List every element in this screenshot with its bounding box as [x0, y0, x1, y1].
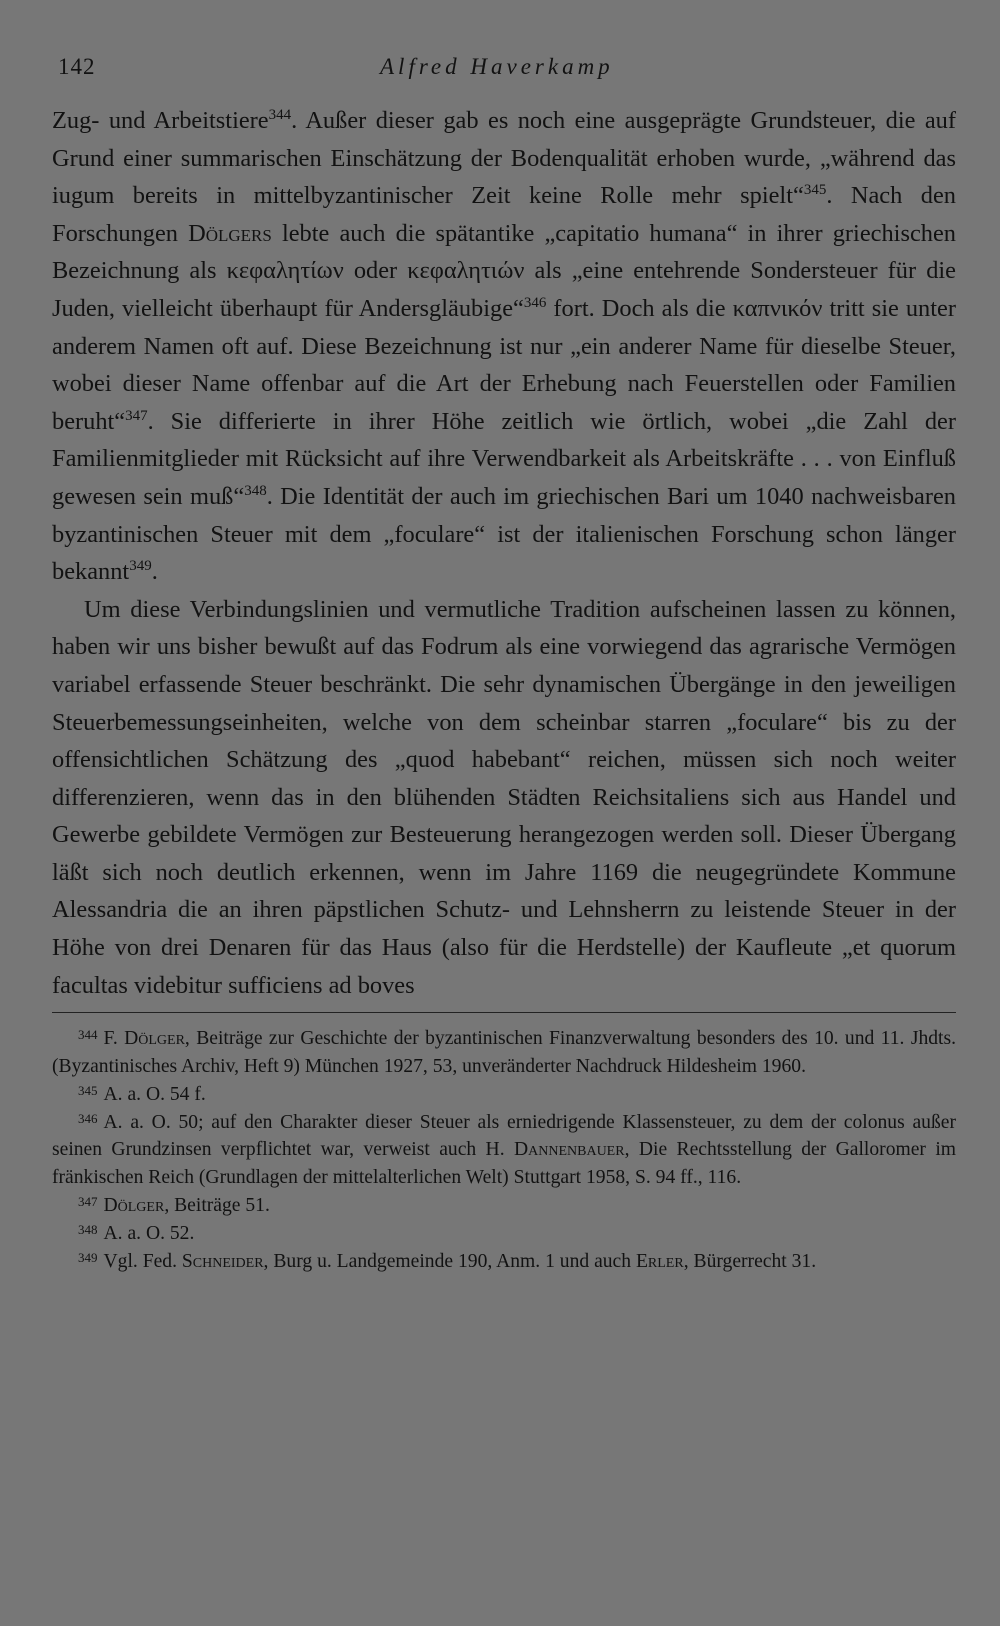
footnote-346 [52, 1109, 956, 1192]
text-run: lebte auch die spätantike „capitatio humana“ in ihrer griechischen Bezeichnung als κεφαλητίων oder κεφαλητιών als „eine entehrende Sondersteuer für die Juden, vielleicht überhaupt für Andersgläubige“ [52, 219, 956, 322]
footnote-separator [52, 1012, 956, 1013]
text-run: Zug- und Arbeitstiere [52, 107, 269, 134]
footnote-number: 348 [78, 1221, 98, 1237]
footnote-text: , Die Rechtsstellung der Galloromer im fränkischen Reich (Grundlagen der mittelalterlichen Welt) Stuttgart 1958, S. 94 ff., 116. [52, 1139, 957, 1189]
footnote-text: , Bürgerrecht 31. [683, 1250, 817, 1272]
footnote-text: , Beiträge zur Geschichte der byzantinischen Finanzverwaltung besonders des 10. und 11. Jhdts. (Byzantinisches Archiv, Heft 9) München 1927, 53, unveränderter Nachdruck Hildesheim 1960. [52, 1028, 957, 1078]
author-name: Schneider [181, 1250, 264, 1272]
text-run: fort. Doch als die καπνικόν tritt sie unter anderem Namen oft auf. Diese Bezeichnung ist nur „ein anderer Name für dieselbe Steuer, wobei dieser Name offenbar auf die Art der Erhebung nach Feuerstellen oder Familien beruht“ [52, 294, 956, 435]
paragraph-2: Um diese Verbindungslinien und vermutliche Tradition aufscheinen lassen zu können, haben wir uns bisher bewußt auf das Fodrum als eine vorwiegend das agrarische Vermögen variabel erfassende Steuer beschränkt. Die sehr dynamischen Übergänge in den jeweiligen Steuerbemessungseinheiten, welche von dem scheinbar starren „foculare“ bis zu der offensichtlichen Schätzung des „quod habebant“ reichen, müssen sich noch weiter differenzieren, wenn das in den blühenden Städten Reichsitaliens sich aus Handel und Gewerbe gebildete Vermögen zur Besteuerung herangezogen werden soll. Dieser Übergang läßt sich noch deutlich erkennen, wenn im Jahre 1169 die neugegründete Kommune Alessandria die an ihren päpstlichen Schutz- und Lehnsherrn zu leistende Steuer in der Höhe von drei Denaren für das Haus (also für die Herdstelle) der Kaufleute „et quorum facultas videbitur sufficiens ad boves [52, 595, 956, 999]
footnote-349 [52, 1248, 956, 1276]
text-run: . Nach den Forschungen [52, 182, 956, 247]
footnote-text: F. [103, 1028, 125, 1050]
running-head [52, 48, 956, 92]
text-run: . Außer dieser gab es noch eine ausgeprägte Grundsteuer, die auf Grund einer summarischen Einschätzung der Bodenqualität erhoben wurde, „während das iugum bereits in mittelbyzantinischer Zeit keine Rolle mehr spielt“ [52, 107, 956, 210]
footnote-text: Vgl. Fed. [103, 1250, 182, 1272]
footnotes [52, 1025, 956, 1275]
paragraph-1 [52, 102, 956, 591]
footnote-number: 345 [78, 1082, 98, 1098]
footnote-text: A. a. O. 54 f. [103, 1083, 206, 1105]
text-run: . Die Identität der auch im griechischen Bari um 1040 nachweisbaren byzantinischen Steuer mit dem „foculare“ ist der italienischen Forschung schon länger bekannt [52, 482, 956, 586]
footnote-number: 344 [78, 1027, 98, 1043]
footnote-text: , Beiträge 51. [164, 1195, 270, 1217]
author-name-dolger: Dölgers [188, 219, 272, 247]
footnote-347 [52, 1192, 956, 1220]
footnote-ref-344: 344 [268, 107, 292, 123]
footnote-ref-346: 346 [523, 294, 547, 311]
main-text [52, 102, 956, 1004]
footnote-ref-345: 345 [803, 182, 827, 199]
footnote-ref-348: 348 [244, 482, 267, 499]
footnote-ref-349: 349 [129, 558, 152, 575]
footnote-number: 349 [78, 1249, 98, 1265]
text-run: . [151, 558, 158, 586]
author-name: Erler [635, 1250, 684, 1272]
footnote-text: A. a. O. 50; auf den Charakter dieser Steuer als erniedrigende Klassensteuer, zu dem der colonus außer seinen Grundzinsen verpflichtet war, verweist auch H. [52, 1111, 956, 1161]
running-head-author: Alfred Haverkamp [380, 54, 614, 79]
footnote-348 [52, 1220, 956, 1248]
footnote-344 [52, 1025, 956, 1081]
footnote-number: 346 [78, 1110, 98, 1126]
footnote-text: , Burg u. Landgemeinde 190, Anm. 1 und auch [263, 1250, 636, 1272]
text-run: . Sie differierte in ihrer Höhe zeitlich wie örtlich, wobei „die Zahl der Familienmitglieder mit Rücksicht auf ihre Verwendbarkeit als Arbeitskräfte . . . von Einfluß gewesen sein muß“ [52, 407, 956, 510]
footnote-345 [52, 1081, 956, 1109]
footnote-ref-347: 347 [125, 407, 148, 424]
author-name: Dölger [103, 1195, 165, 1217]
footnote-number: 347 [78, 1194, 98, 1210]
author-name: Dannenbauer [513, 1139, 625, 1161]
book-page [52, 48, 956, 1275]
page-number: 142 [58, 54, 96, 79]
footnote-text: A. a. O. 52. [103, 1222, 195, 1244]
author-name: Dölger [124, 1028, 185, 1050]
